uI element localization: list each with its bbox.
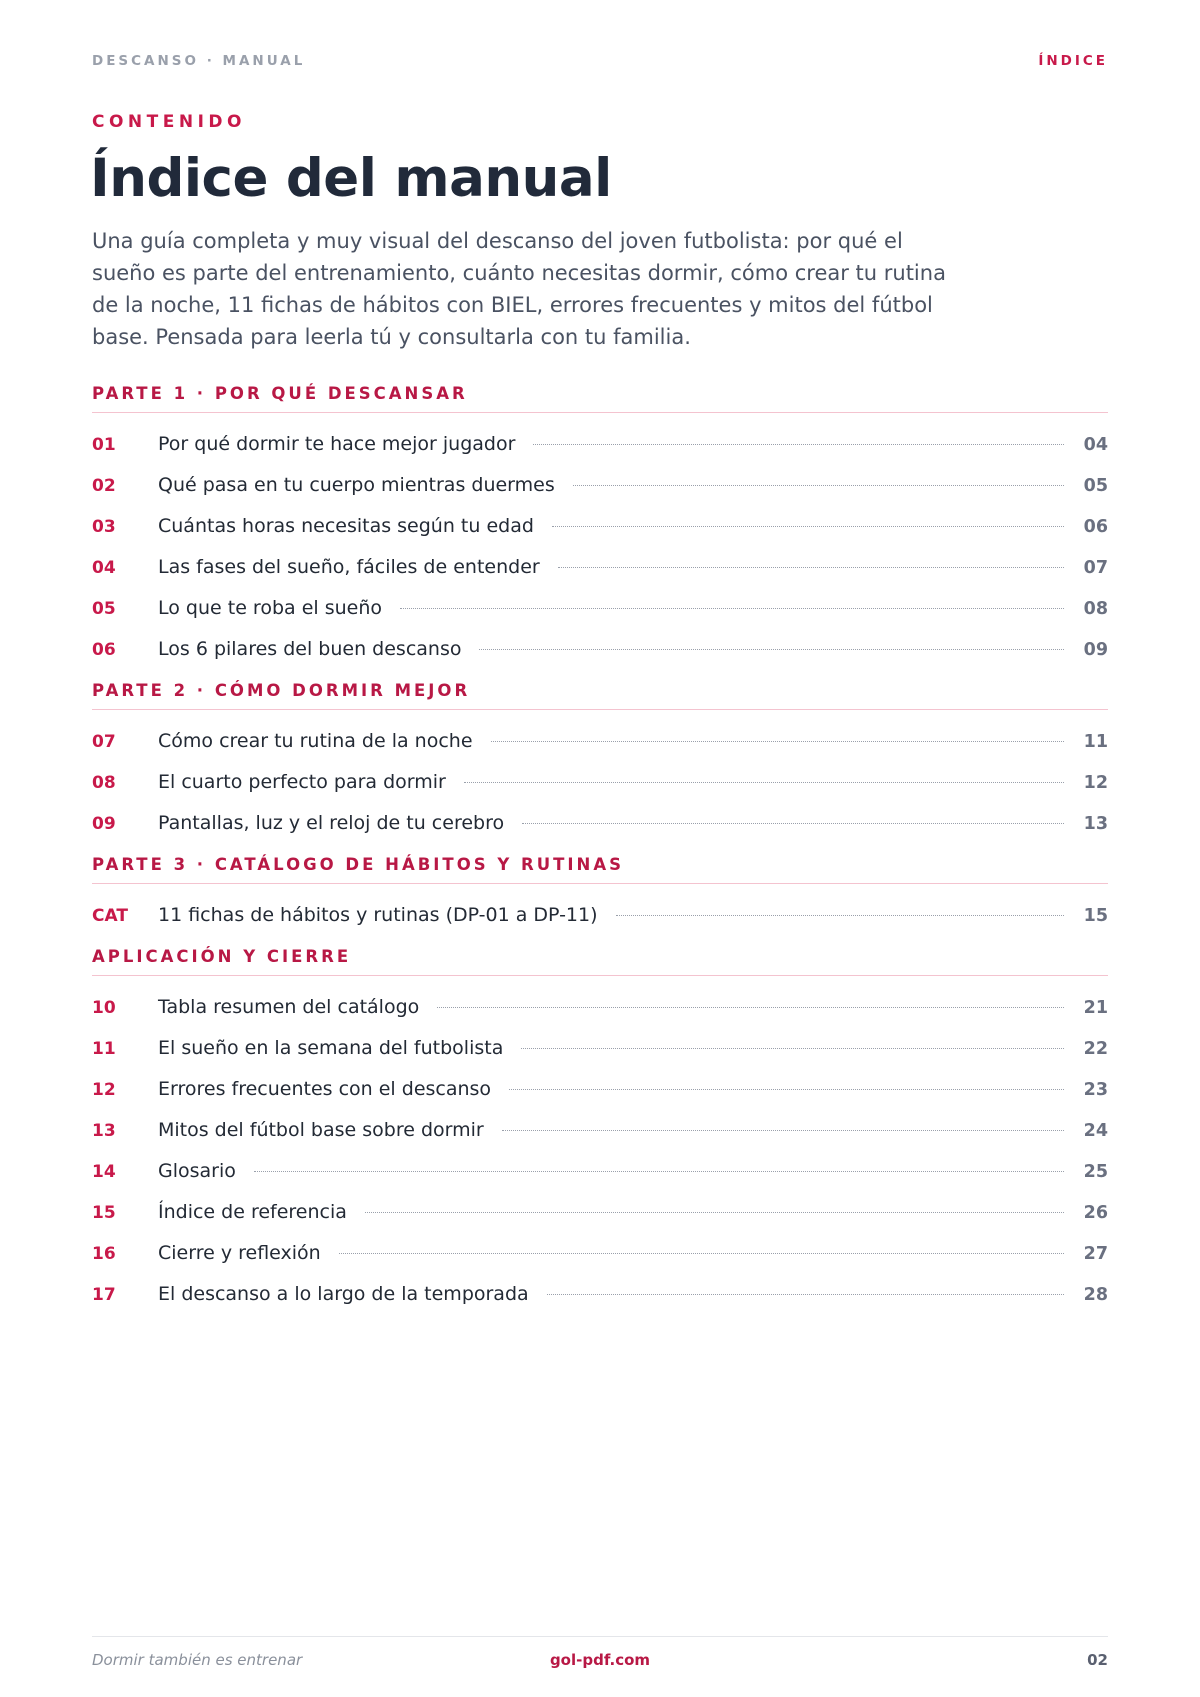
entry-number: 16 [92, 1244, 116, 1264]
toc-entry[interactable] [92, 622, 1108, 663]
footer-tagline: Dormir también es entrenar [92, 1651, 303, 1669]
toc-section [92, 681, 1108, 837]
entry-title: Índice de referencia [158, 1201, 347, 1223]
dot-leader [365, 1212, 1064, 1213]
entry-title: Errores frecuentes con el descanso [158, 1078, 492, 1100]
entry-number: 09 [92, 814, 116, 834]
page-footer [92, 1636, 1108, 1669]
running-header [92, 53, 1108, 69]
entry-page-number: 27 [1083, 1244, 1108, 1264]
toc-entry[interactable] [92, 1144, 1108, 1185]
entry-title: Glosario [158, 1160, 236, 1182]
entry-page-number: 22 [1083, 1039, 1108, 1059]
intro-paragraph: Una guía completa y muy visual del descanso del joven futbolista: por qué el sueño es parte del entrenamiento, cuánto necesitas dormir, cómo crear tu rutina de la noche, 11 fichas de hábitos con BIEL, errores frecuentes y mitos del fútbol base. Pensada para leerla tú y consultarla con tu familia. [92, 229, 946, 349]
page-title: Índice del manual [90, 148, 612, 209]
entry-number: 06 [92, 640, 116, 660]
dot-leader [552, 526, 1064, 527]
dot-leader [502, 1130, 1064, 1131]
entry-page-number: 21 [1083, 998, 1108, 1018]
entry-page-number: 13 [1083, 814, 1108, 834]
footer-page-number: 02 [1087, 1651, 1108, 1669]
dot-leader [616, 915, 1064, 916]
entry-title: Lo que te roba el sueño [158, 597, 382, 619]
footer-site-link[interactable]: gol-pdf.com [549, 1651, 651, 1669]
dot-leader [491, 741, 1064, 742]
entry-page-number: 11 [1083, 732, 1108, 752]
entry-page-number: 23 [1083, 1080, 1108, 1100]
entry-page-number: 05 [1083, 476, 1108, 496]
entry-page-number: 09 [1083, 640, 1108, 660]
toc-entry[interactable] [92, 499, 1108, 540]
entry-number: 14 [92, 1162, 116, 1182]
entry-page-number: 06 [1083, 517, 1108, 537]
section-entries [92, 884, 1108, 929]
header-right-label: ÍNDICE [1038, 53, 1108, 69]
toc-section [92, 384, 1108, 663]
header-left-label: DESCANSO · MANUAL [92, 53, 306, 69]
entry-title: Pantallas, luz y el reloj de tu cerebro [158, 812, 505, 834]
section-entries [92, 413, 1108, 663]
entry-number: 05 [92, 599, 116, 619]
dot-leader [437, 1007, 1063, 1008]
entry-title: Cuántas horas necesitas según tu edad [158, 515, 534, 537]
toc-entry[interactable] [92, 1226, 1108, 1267]
entry-page-number: 25 [1083, 1162, 1108, 1182]
entry-number: 12 [92, 1080, 116, 1100]
entry-number: 08 [92, 773, 116, 793]
entry-number: 04 [92, 558, 116, 578]
dot-leader [522, 823, 1064, 824]
entry-title: Los 6 pilares del buen descanso [158, 638, 462, 660]
toc-entry[interactable] [92, 714, 1108, 755]
toc-entry[interactable] [92, 1062, 1108, 1103]
section-heading: PARTE 2 · CÓMO DORMIR MEJOR [92, 681, 1108, 710]
entry-title: Cierre y reflexión [158, 1242, 321, 1264]
entry-title: Por qué dormir te hace mejor jugador [158, 433, 516, 455]
entry-title: Mitos del fútbol base sobre dormir [158, 1119, 484, 1141]
section-heading: APLICACIÓN Y CIERRE [92, 947, 1108, 976]
entry-title: Tabla resumen del catálogo [158, 996, 420, 1018]
entry-page-number: 15 [1083, 906, 1108, 926]
dot-leader [558, 567, 1064, 568]
entry-number: CAT [92, 906, 128, 926]
dot-leader [521, 1048, 1063, 1049]
entry-page-number: 07 [1083, 558, 1108, 578]
entry-title: 11 fichas de hábitos y rutinas (DP-01 a DP-11) [158, 904, 598, 926]
entry-page-number: 26 [1083, 1203, 1108, 1223]
toc-entry[interactable] [92, 417, 1108, 458]
toc-entry[interactable] [92, 458, 1108, 499]
section-heading: PARTE 1 · POR QUÉ DESCANSAR [92, 384, 1108, 413]
table-of-contents [92, 384, 1108, 1308]
entry-page-number: 12 [1083, 773, 1108, 793]
toc-section [92, 947, 1108, 1308]
entry-page-number: 04 [1083, 435, 1108, 455]
entry-title: Las fases del sueño, fáciles de entender [158, 556, 540, 578]
entry-title: El cuarto perfecto para dormir [158, 771, 446, 793]
dot-leader [509, 1089, 1064, 1090]
section-entries [92, 976, 1108, 1308]
toc-entry[interactable] [92, 888, 1108, 929]
section-heading: PARTE 3 · CATÁLOGO DE HÁBITOS Y RUTINAS [92, 855, 1108, 884]
toc-entry[interactable] [92, 796, 1108, 837]
entry-number: 07 [92, 732, 116, 752]
entry-page-number: 24 [1083, 1121, 1108, 1141]
entry-number: 03 [92, 517, 116, 537]
entry-number: 11 [92, 1039, 116, 1059]
dot-leader [479, 649, 1063, 650]
entry-number: 02 [92, 476, 116, 496]
entry-title: Qué pasa en tu cuerpo mientras duermes [158, 474, 555, 496]
kicker: CONTENIDO [92, 112, 246, 132]
toc-entry[interactable] [92, 755, 1108, 796]
toc-entry[interactable] [92, 540, 1108, 581]
toc-entry[interactable] [92, 980, 1108, 1021]
dot-leader [573, 485, 1064, 486]
dot-leader [254, 1171, 1064, 1172]
entry-title: El descanso a lo largo de la temporada [158, 1283, 529, 1305]
dot-leader [339, 1253, 1064, 1254]
toc-entry[interactable] [92, 1267, 1108, 1308]
toc-section [92, 855, 1108, 929]
toc-entry[interactable] [92, 1103, 1108, 1144]
entry-number: 01 [92, 435, 116, 455]
entry-number: 13 [92, 1121, 116, 1141]
entry-title: El sueño en la semana del futbolista [158, 1037, 504, 1059]
toc-entry[interactable] [92, 1021, 1108, 1062]
dot-leader [400, 608, 1064, 609]
dot-leader [547, 1294, 1064, 1295]
entry-page-number: 28 [1083, 1285, 1108, 1305]
section-entries [92, 710, 1108, 837]
dot-leader [533, 444, 1063, 445]
toc-entry[interactable] [92, 1185, 1108, 1226]
entry-number: 15 [92, 1203, 116, 1223]
entry-title: Cómo crear tu rutina de la noche [158, 730, 473, 752]
entry-number: 17 [92, 1285, 116, 1305]
dot-leader [464, 782, 1064, 783]
entry-number: 10 [92, 998, 116, 1018]
toc-entry[interactable] [92, 581, 1108, 622]
entry-page-number: 08 [1083, 599, 1108, 619]
